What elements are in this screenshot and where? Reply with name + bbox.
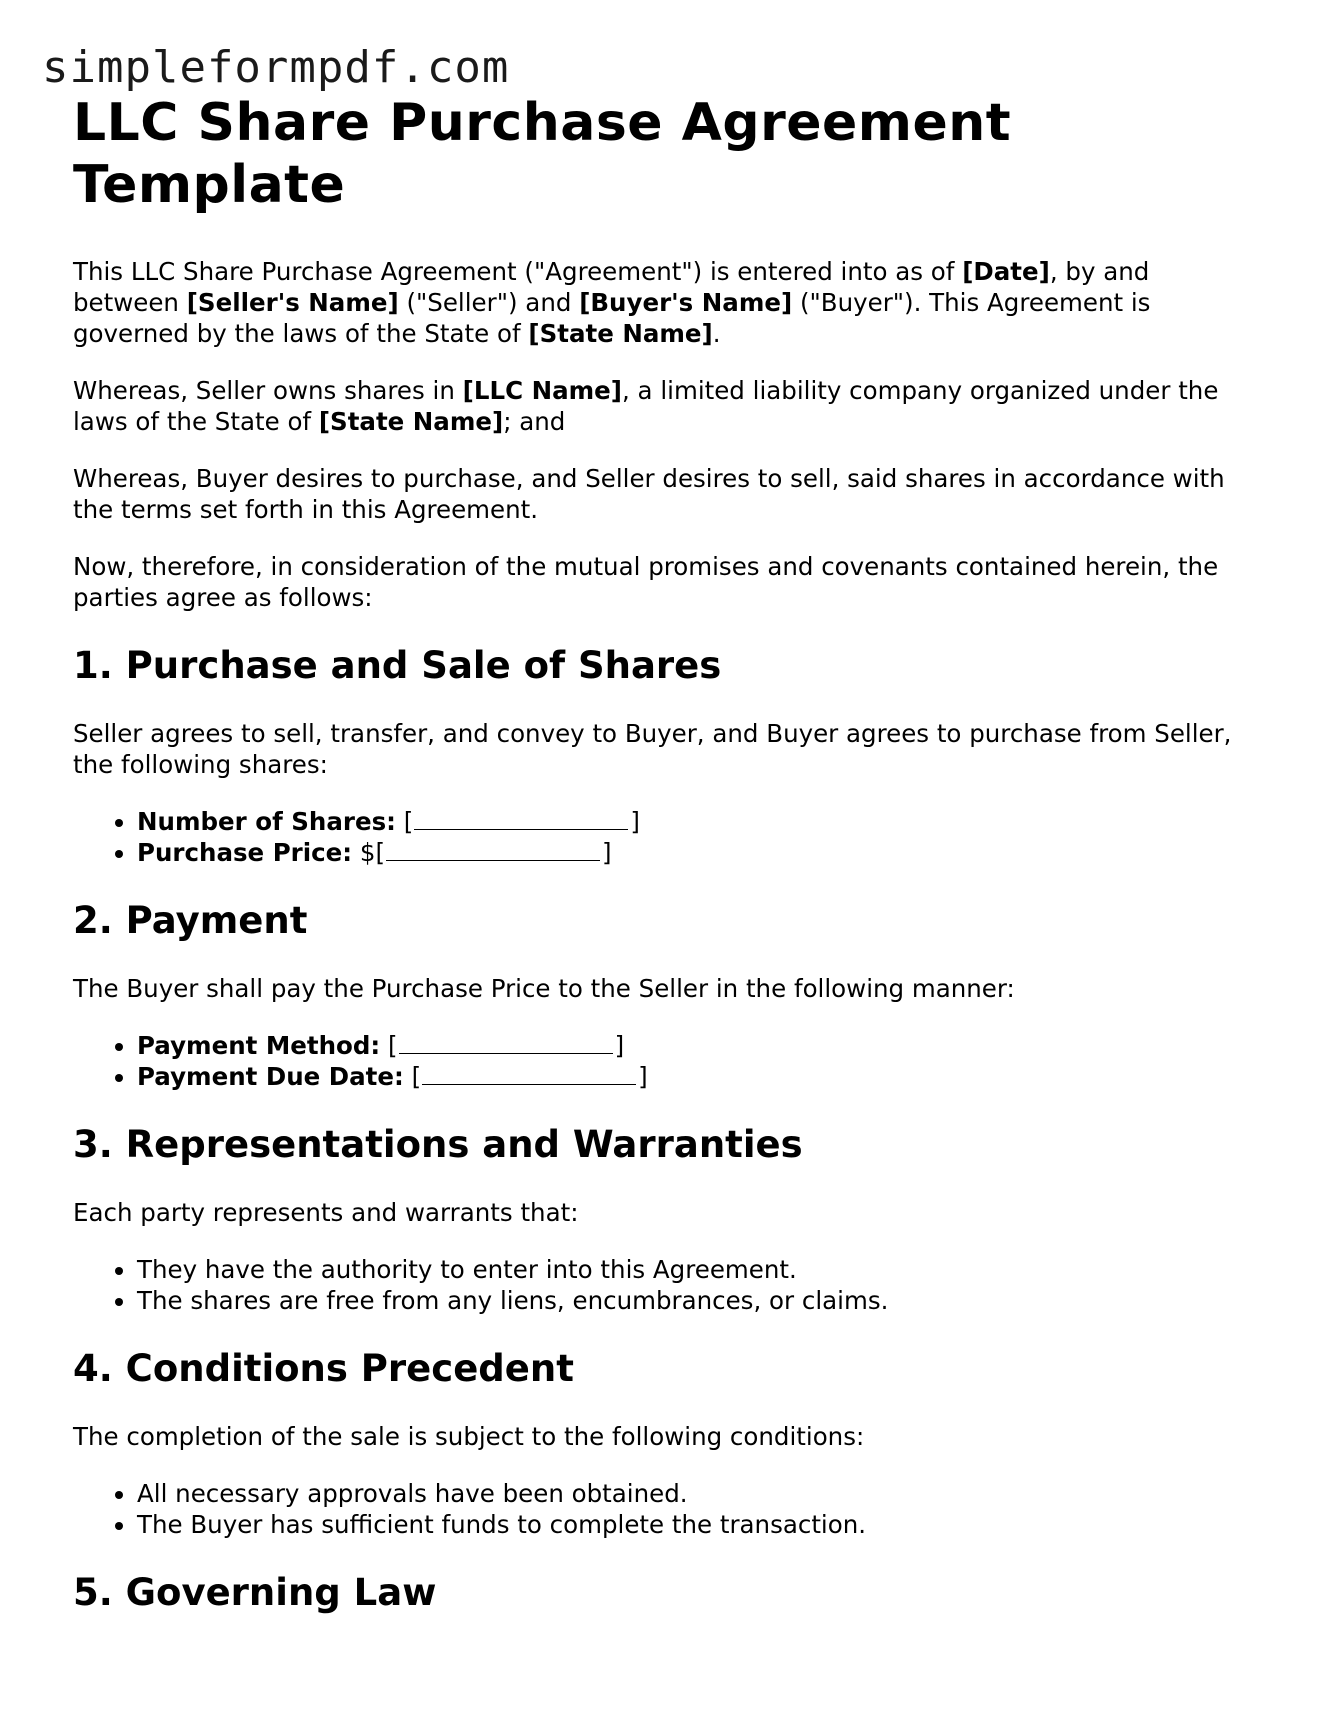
section-3-list bbox=[73, 1254, 1253, 1316]
payment-due-date-blank[interactable] bbox=[422, 1062, 636, 1085]
section-4-text: The completion of the sale is subject to the following conditions: bbox=[73, 1422, 865, 1451]
list-item: • All necessary approvals have been obtained. bbox=[137, 1478, 1253, 1509]
purchase-price-item: • Purchase Price: $[ ] bbox=[137, 837, 1253, 868]
section-2-list bbox=[73, 1030, 1253, 1092]
document-title: LLC Share Purchase Agreement Template bbox=[73, 93, 1012, 215]
whereas-ownership-paragraph: Whereas, Seller owns shares in [LLC Name], a limited liability company organized under the laws of the State of [State Name]; and bbox=[73, 376, 1219, 436]
buyer-name-placeholder: [Buyer's Name] bbox=[579, 288, 793, 317]
purchase-price-blank[interactable] bbox=[386, 838, 600, 861]
whereas-intent-paragraph: Whereas, Buyer desires to purchase, and Seller desires to sell, said shares in accordance with the terms set forth in this Agreement. bbox=[73, 464, 1225, 524]
section-1-heading: 1. Purchase and Sale of Shares bbox=[73, 644, 722, 687]
document-body bbox=[73, 92, 1253, 1615]
intro-paragraph: This LLC Share Purchase Agreement ("Agreement") is entered into as of [Date], by and between [Seller's Name] ("Seller") and [Buyer's Name] ("Buyer"). This Agreement is governed by the laws of the State of [State Name]. bbox=[73, 257, 1151, 348]
payment-method-blank[interactable] bbox=[399, 1031, 613, 1054]
section-2-heading: 2. Payment bbox=[73, 899, 308, 942]
number-of-shares-item: • Number of Shares: [ ] bbox=[137, 806, 1253, 837]
llc-name-placeholder: [LLC Name] bbox=[462, 376, 622, 405]
list-item: • The Buyer has sufficient funds to complete the transaction. bbox=[137, 1509, 1253, 1540]
payment-due-date-item: • Payment Due Date: [ ] bbox=[137, 1061, 1253, 1092]
section-4-list bbox=[73, 1478, 1253, 1540]
section-3-heading: 3. Representations and Warranties bbox=[73, 1123, 803, 1166]
state-name-placeholder: [State Name] bbox=[318, 407, 504, 436]
date-placeholder: [Date] bbox=[962, 257, 1050, 286]
section-2-text: The Buyer shall pay the Purchase Price to the Seller in the following manner: bbox=[73, 974, 1015, 1003]
state-name-placeholder: [State Name] bbox=[528, 319, 713, 348]
section-1-list bbox=[73, 806, 1253, 868]
now-therefore-paragraph: Now, therefore, in consideration of the mutual promises and covenants contained herein, the parties agree as follows: bbox=[73, 552, 1219, 612]
list-item: • The shares are free from any liens, encumbrances, or claims. bbox=[137, 1285, 1253, 1316]
list-item: • They have the authority to enter into this Agreement. bbox=[137, 1254, 1253, 1285]
section-3-text: Each party represents and warrants that: bbox=[73, 1198, 579, 1227]
section-4-heading: 4. Conditions Precedent bbox=[73, 1347, 574, 1390]
payment-method-item: • Payment Method: [ ] bbox=[137, 1030, 1253, 1061]
number-of-shares-blank[interactable] bbox=[414, 807, 628, 830]
section-5-heading: 5. Governing Law bbox=[73, 1571, 437, 1614]
section-1-text: Seller agrees to sell, transfer, and convey to Buyer, and Buyer agrees to purchase from Seller, the following shares: bbox=[73, 719, 1232, 779]
watermark: simpleformpdf.com bbox=[42, 42, 510, 93]
seller-name-placeholder: [Seller's Name] bbox=[186, 288, 399, 317]
